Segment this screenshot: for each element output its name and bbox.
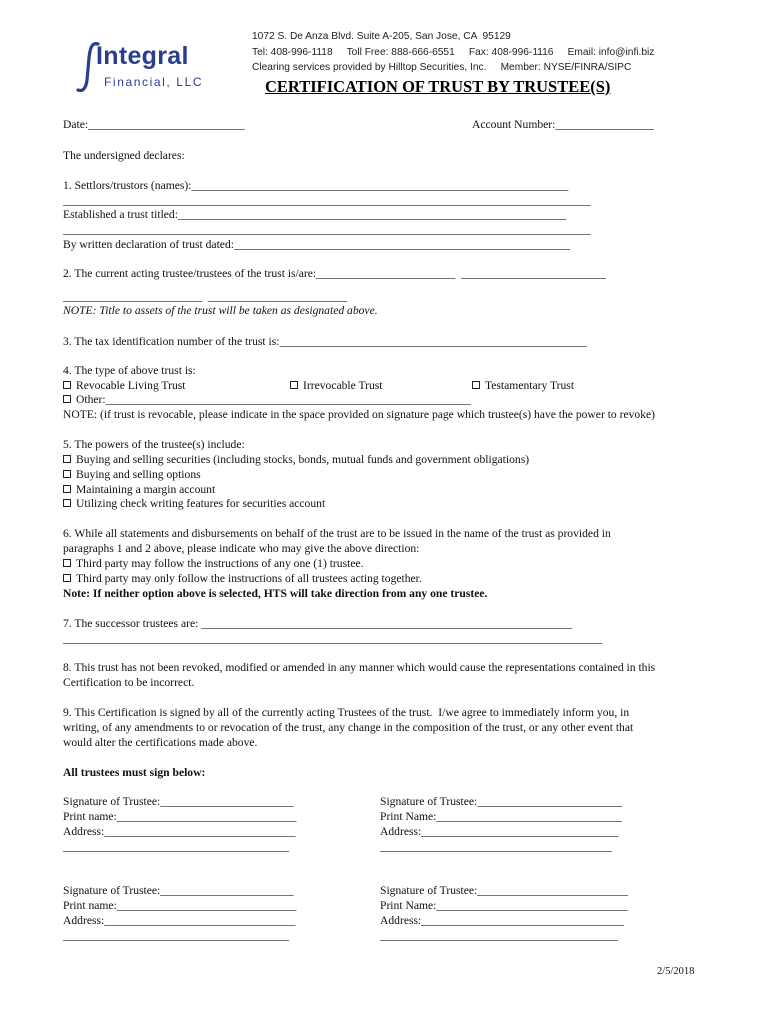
not-revoked-text-2: Certification to be incorrect. bbox=[63, 676, 195, 689]
trustee-2-address-field-continued[interactable]: ________________________________________ bbox=[380, 840, 612, 853]
document-date: 2/5/2018 bbox=[657, 966, 695, 977]
trust-type-heading: 4. The type of above trust is: bbox=[63, 364, 196, 377]
company-contact: Tel: 408-996-1118 Toll Free: 888-666-6551 Fax: 408-996-1116 Email: info@infi.biz bbox=[252, 47, 655, 58]
checkbox[interactable] bbox=[290, 381, 298, 389]
checkbox[interactable] bbox=[63, 574, 71, 582]
tax-id-field[interactable]: 3. The tax identification number of the trust is:_____________________________________________________ bbox=[63, 335, 587, 348]
revocable-note: NOTE: (if trust is revocable, please indicate in the space provided on signature page which trustee(s) have the power to revoke) bbox=[63, 408, 656, 421]
revocable-option[interactable] bbox=[63, 379, 186, 392]
successor-trustees-field[interactable]: 7. The successor trustees are: ________________________________________________________________ bbox=[63, 617, 573, 630]
not-revoked-text-1: 8. This trust has not been revoked, modified or amended in any manner which would cause the representations contained in this bbox=[63, 661, 656, 674]
power-label: Buying and selling securities (including stocks, bonds, mutual funds and government obligations) bbox=[76, 453, 530, 466]
testamentary-label: Testamentary Trust bbox=[485, 379, 575, 392]
form-title: CERTIFICATION OF TRUST BY TRUSTEE(S) bbox=[265, 77, 611, 96]
power-label: Buying and selling options bbox=[76, 468, 201, 481]
certification-text-1: 9. This Certification is signed by all of the currently acting Trustees of the trust. I/we agree to immediately inform you, in bbox=[63, 706, 630, 719]
logo-subtitle: Financial, LLC bbox=[104, 75, 204, 89]
certification-text-3: would alter the certifications made above. bbox=[63, 736, 258, 749]
company-logo bbox=[74, 38, 224, 98]
company-address: 1072 S. De Anza Blvd. Suite A-205, San Jose, CA 95129 bbox=[252, 31, 511, 42]
date-field[interactable]: Date:___________________________ bbox=[63, 118, 245, 131]
current-trustees-field-continued[interactable]: ________________________ ________________________ bbox=[63, 290, 348, 303]
account-number-field[interactable]: Account Number:_________________ bbox=[472, 118, 654, 131]
other-option[interactable] bbox=[63, 393, 471, 406]
other-label: Other:_______________________________________________________________ bbox=[76, 393, 471, 406]
trust-title-field[interactable]: Established a trust titled:___________________________________________________________________ bbox=[63, 208, 567, 221]
testamentary-option[interactable] bbox=[472, 379, 574, 392]
settlors-field-continued[interactable]: ___________________________________________________________________________________________ bbox=[63, 194, 591, 207]
direction-option-any-one[interactable] bbox=[63, 557, 364, 570]
current-trustees-field[interactable]: 2. The current acting trustee/trustees of the trust is/are:________________________ _________________________ bbox=[63, 267, 606, 280]
trustee-2-address-field[interactable]: Address:__________________________________ bbox=[380, 825, 619, 838]
trustee-3-signature-field[interactable]: Signature of Trustee:_______________________ bbox=[63, 884, 294, 897]
irrevocable-option[interactable] bbox=[290, 379, 383, 392]
settlors-field[interactable]: 1. Settlors/trustors (names):_________________________________________________________________ bbox=[63, 179, 569, 192]
trustee-1-signature-field[interactable]: Signature of Trustee:_______________________ bbox=[63, 795, 294, 808]
declares-text: The undersigned declares: bbox=[63, 149, 185, 162]
trust-title-field-continued[interactable]: ___________________________________________________________________________________________ bbox=[63, 223, 591, 236]
clearing-info: Clearing services provided by Hilltop Securities, Inc. Member: NYSE/FINRA/SIPC bbox=[252, 62, 632, 73]
power-label: Maintaining a margin account bbox=[76, 483, 216, 496]
power-option-check-writing[interactable] bbox=[63, 497, 325, 510]
checkbox[interactable] bbox=[63, 559, 71, 567]
trustee-4-print-name-field[interactable]: Print Name:_________________________________ bbox=[380, 899, 628, 912]
trustee-4-address-field[interactable]: Address:___________________________________ bbox=[380, 914, 625, 927]
power-option-margin[interactable] bbox=[63, 483, 215, 496]
irrevocable-label: Irrevocable Trust bbox=[303, 379, 383, 392]
trustee-3-address-field[interactable]: Address:_________________________________ bbox=[63, 914, 296, 927]
checkbox[interactable] bbox=[63, 470, 71, 478]
revocable-label: Revocable Living Trust bbox=[76, 379, 186, 392]
logo-wordmark: Integral bbox=[96, 42, 189, 70]
trustee-4-signature-field[interactable]: Signature of Trustee:__________________________ bbox=[380, 884, 628, 897]
certification-text-2: writing, of any amendments to or revocation of the trust, any change in the composition of the trust, or any other event that bbox=[63, 721, 634, 734]
direction-label: Third party may only follow the instructions of all trustees acting together. bbox=[76, 572, 422, 585]
trustee-2-signature-field[interactable]: Signature of Trustee:_________________________ bbox=[380, 795, 623, 808]
direction-text-2: paragraphs 1 and 2 above, please indicate who may give the above direction: bbox=[63, 542, 420, 555]
trustee-1-address-field-continued[interactable]: _______________________________________ bbox=[63, 840, 290, 853]
trustee-3-address-field-continued[interactable]: _______________________________________ bbox=[63, 929, 290, 942]
direction-text-1: 6. While all statements and disbursements on behalf of the trust are to be issued in the name of the trust as provided in bbox=[63, 527, 611, 540]
declaration-date-field[interactable]: By written declaration of trust dated:__________________________________________________________ bbox=[63, 238, 571, 251]
direction-option-all[interactable] bbox=[63, 572, 422, 585]
checkbox[interactable] bbox=[63, 381, 71, 389]
checkbox[interactable] bbox=[63, 395, 71, 403]
powers-heading: 5. The powers of the trustee(s) include: bbox=[63, 438, 245, 451]
successor-trustees-field-continued[interactable]: _____________________________________________________________________________________________ bbox=[63, 632, 603, 645]
direction-note: Note: If neither option above is selected, HTS will take direction from any one trustee. bbox=[63, 587, 488, 600]
checkbox[interactable] bbox=[472, 381, 480, 389]
direction-label: Third party may follow the instructions of any one (1) trustee. bbox=[76, 557, 364, 570]
sign-heading: All trustees must sign below: bbox=[63, 766, 206, 779]
trustee-4-address-field-continued[interactable]: _________________________________________ bbox=[380, 929, 618, 942]
power-option-options[interactable] bbox=[63, 468, 201, 481]
title-note: NOTE: Title to assets of the trust will be taken as designated above. bbox=[63, 304, 378, 317]
power-label: Utilizing check writing features for securities account bbox=[76, 497, 326, 510]
trustee-1-print-name-field[interactable]: Print name:_______________________________ bbox=[63, 810, 297, 823]
checkbox[interactable] bbox=[63, 499, 71, 507]
power-option-securities[interactable] bbox=[63, 453, 529, 466]
checkbox[interactable] bbox=[63, 485, 71, 493]
trustee-3-print-name-field[interactable]: Print name:_______________________________ bbox=[63, 899, 297, 912]
checkbox[interactable] bbox=[63, 455, 71, 463]
trustee-1-address-field[interactable]: Address:_________________________________ bbox=[63, 825, 296, 838]
trustee-2-print-name-field[interactable]: Print Name:________________________________ bbox=[380, 810, 622, 823]
